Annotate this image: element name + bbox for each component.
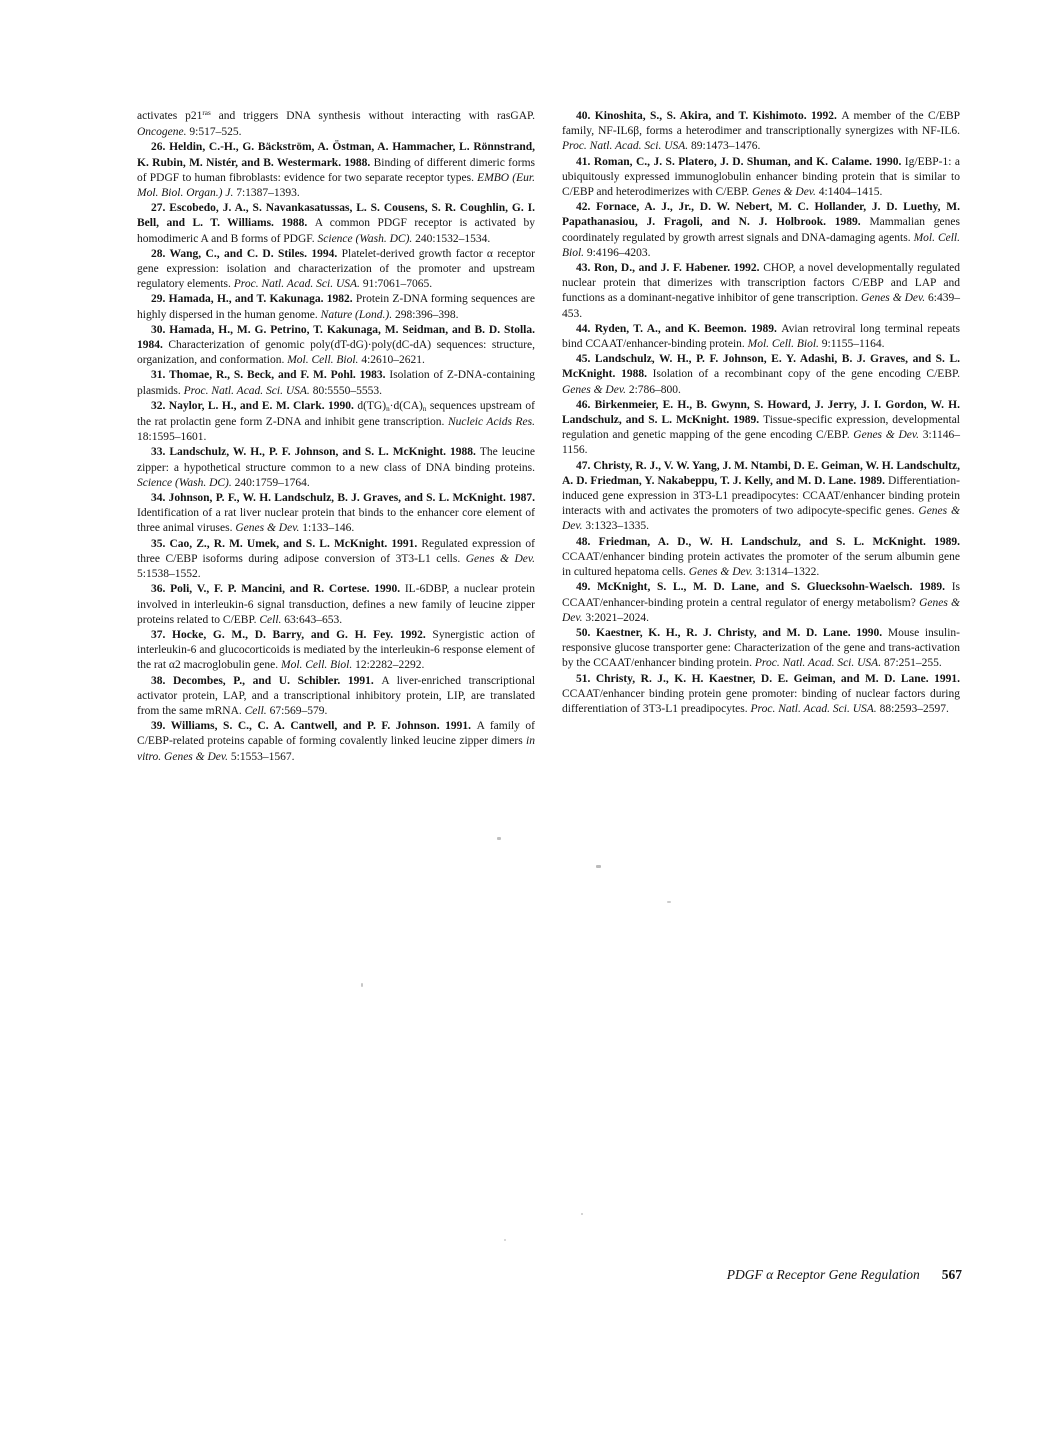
ref-segment-i: Genes & Dev. <box>688 566 753 579</box>
scan-speck <box>361 983 363 987</box>
ref-segment-t: 3:1146–1156. <box>562 429 960 457</box>
reference-paragraph <box>562 109 960 155</box>
ref-segment-b: 31. Thomae, R., S. Beck, and F. M. Pohl. 1983. <box>151 369 390 382</box>
reference-paragraph <box>137 368 535 398</box>
ref-segment-b: 50. Kaestner, K. H., R. J. Christy, and M. D. Lane. 1990. <box>576 626 888 639</box>
reference-paragraph <box>562 261 960 322</box>
reference-paragraph <box>562 580 960 626</box>
ref-segment-t: The leucine zipper: a hypothetical structure common to a new class of DNA binding proteins. <box>137 446 535 474</box>
ref-segment-t: 9:517–525. <box>186 126 242 139</box>
scan-speck <box>596 865 601 868</box>
reference-paragraph <box>137 537 535 583</box>
ref-segment-t: 2:786–800. <box>625 383 681 396</box>
ref-segment-b: 35. Cao, Z., R. M. Umek, and S. L. McKnight. 1991. <box>151 537 422 550</box>
ref-segment-t: sequences upstream of the rat prolactin gene form Z-DNA and inhibit gene transcription. <box>137 399 535 429</box>
ref-segment-b: 48. Friedman, A. D., W. H. Landschulz, and S. L. McKnight. 1989. <box>576 535 960 548</box>
ref-segment-t: Differentiation-induced gene expression in 3T3-L1 preadipocytes: CCAAT/enhancer binding protein interacts with and activates the promoters of two adipocyte-specific genes. <box>562 474 960 518</box>
ref-segment-i: Genes & Dev. <box>562 596 960 624</box>
ref-segment-i: in vitro. Genes & Dev. <box>137 735 535 763</box>
ref-segment-t: d(TG) <box>357 399 387 412</box>
ref-segment-i: Mol. Cell. Biol. <box>747 338 819 351</box>
scan-speck <box>667 901 671 903</box>
ref-segment-i: EMBO (Eur. Mol. Biol. Organ.) J. <box>137 171 535 200</box>
reference-paragraph <box>137 445 535 491</box>
ref-segment-t: CCAAT/enhancer binding protein gene promoter: binding of nuclear factors during differentiation of 3T3-L1 preadipocytes. <box>562 687 960 715</box>
ref-segment-t: 240:1759–1764. <box>231 476 310 489</box>
ref-segment-b: 26. Heldin, C.-H., G. Bäckström, A. Östman, A. Hammacher, L. Rönnstrand, K. Rubin, M. Nistér, and B. Westermark. 1988. <box>137 141 535 169</box>
ref-segment-t: activates p21 <box>137 110 203 122</box>
reference-paragraph <box>562 322 960 352</box>
ref-segment-b: 40. Kinoshita, S., S. Akira, and T. Kishimoto. 1992. <box>576 110 842 122</box>
ref-segment-i: Proc. Natl. Acad. Sci. USA. <box>750 702 877 715</box>
ref-segment-i: Proc. Natl. Acad. Sci. USA. <box>233 278 360 291</box>
ref-segment-i: Oncogene. <box>137 126 187 139</box>
ref-segment-i: Genes & Dev. <box>562 383 626 396</box>
ref-segment-t: 7:1387–1393. <box>233 187 300 200</box>
reference-paragraph <box>137 201 535 247</box>
ref-segment-i: Genes & Dev. <box>465 552 535 565</box>
ref-segment-sup: ras <box>202 109 211 118</box>
ref-segment-b: 28. Wang, C., and C. D. Stiles. 1994. <box>151 247 342 260</box>
ref-segment-t: 88:2593–2597. <box>876 702 949 715</box>
ref-segment-i: Genes & Dev. <box>861 292 926 305</box>
ref-segment-t: Avian retroviral long terminal repeats bind CCAAT/enhancer-binding protein. <box>562 322 960 351</box>
ref-segment-i: Cell. <box>244 704 267 717</box>
reference-paragraph <box>137 109 535 140</box>
ref-segment-t: 3:1323–1335. <box>582 520 649 533</box>
reference-paragraph <box>137 674 535 720</box>
ref-segment-t: Isolation of Z-DNA-containing plasmids. <box>137 369 535 397</box>
ref-segment-t: 91:7061–7065. <box>359 278 433 291</box>
ref-segment-b: 47. Christy, R. J., V. W. Yang, J. M. Ntambi, D. E. Geiman, W. H. Landschultz, A. D. Friedman, Y. Nakabeppu, T. J. Kelly, and M. D. Lane. 1989. <box>562 459 960 487</box>
ref-segment-t: and triggers DNA synthesis without interacting with rasGAP. <box>210 110 535 122</box>
ref-segment-b: 39. Williams, S. C., C. A. Cantwell, and P. F. Johnson. 1991. <box>151 720 477 733</box>
reference-paragraph <box>562 672 960 718</box>
ref-segment-t: Isolation of a recombinant copy of the gene encoding C/EBP. <box>652 368 960 381</box>
ref-segment-t: Mammalian genes coordinately regulated by growth arrest signals and DNA-damaging agents. <box>562 216 960 244</box>
ref-segment-b: 36. Poli, V., F. P. Mancini, and R. Cortese. 1990. <box>151 583 405 596</box>
ref-segment-b: 33. Landschulz, W. H., P. F. Johnson, and S. L. McKnight. 1988. <box>151 446 480 459</box>
ref-segment-b: 29. Hamada, H., and T. Kakunaga. 1982. <box>151 293 356 306</box>
ref-segment-b: 49. McKnight, S. L., M. D. Lane, and S. Gluecksohn-Waelsch. 1989. <box>576 581 952 594</box>
ref-segment-t: 3:1314–1322. <box>752 566 820 579</box>
ref-segment-t: Is CCAAT/enhancer-binding protein a central regulator of energy metabolism? <box>562 581 960 609</box>
ref-segment-t: 12:2282–2292. <box>352 659 425 672</box>
ref-segment-i: Proc. Natl. Acad. Sci. USA. <box>183 384 310 397</box>
ref-segment-t: 18:1595–1601. <box>137 431 207 444</box>
ref-segment-t: 3:2021–2024. <box>582 611 649 624</box>
ref-segment-t: A liver-enriched transcriptional activator protein, LAP, and a transcriptional inhibitory protein, LIP, are translated from the same mRNA. <box>137 674 536 717</box>
ref-segment-i: Genes & Dev. <box>853 429 919 442</box>
ref-segment-t: Tissue-specific expression, developmental regulation and genetic mapping of the gene encoding C/EBP. <box>562 414 960 442</box>
ref-segment-sub: n <box>386 404 390 413</box>
reference-paragraph <box>137 323 535 369</box>
ref-segment-i: Genes & Dev. <box>235 522 300 535</box>
ref-segment-b: 43. Ron, D., and J. F. Habener. 1992. <box>576 262 764 275</box>
ref-segment-t: 89:1473–1476. <box>688 140 761 153</box>
reference-paragraph <box>562 352 960 398</box>
scan-speck <box>504 1239 506 1241</box>
reference-paragraph <box>137 719 535 765</box>
page-number: 567 <box>941 1267 962 1282</box>
ref-segment-t: 9:1155–1164. <box>818 338 885 351</box>
ref-segment-b: 41. Roman, C., J. S. Platero, J. D. Shuman, and K. Calame. 1990. <box>576 155 905 168</box>
reference-paragraph <box>137 491 535 537</box>
ref-segment-b: 46. Birkenmeier, E. H., B. Gwynn, S. Howard, J. Jerry, J. I. Gordon, W. H. Landschulz, and S. L. McKnight. 1989. <box>562 398 960 427</box>
scan-speck <box>581 1213 583 1215</box>
ref-segment-i: Proc. Natl. Acad. Sci. USA. <box>754 657 882 670</box>
ref-segment-i: Genes & Dev. <box>562 505 961 533</box>
ref-segment-b: 27. Escobedo, J. A., S. Navankasatussas, L. S. Cousens, S. R. Coughlin, G. I. Bell, and L. T. Williams. 1988. <box>137 202 535 230</box>
ref-segment-t: CCAAT/enhancer binding protein activates the promoter of the serum albumin gene in cultured hepatoma cells. <box>562 550 960 579</box>
ref-segment-t: 240:1532–1534. <box>412 232 491 245</box>
ref-segment-t: Ig/EBP-1: a ubiquitously expressed immunoglobulin enhancer binding protein that is similar to C/EBP and heterodimerizes with C/EBP. <box>562 155 961 199</box>
ref-segment-t: Binding of different dimeric forms of PDGF to human fibroblasts: evidence for two separate receptor types. <box>137 156 535 184</box>
ref-segment-i: Science (Wash. DC). <box>137 476 232 489</box>
ref-segment-b: 34. Johnson, P. F., W. H. Landschulz, B. J. Graves, and S. L. McKnight. 1987. <box>151 492 535 505</box>
reference-paragraph <box>137 140 535 201</box>
ref-segment-t: 87:251–255. <box>881 657 942 670</box>
ref-segment-t: 67:569–579. <box>266 704 328 717</box>
ref-segment-t: 6:439–453. <box>562 292 960 320</box>
ref-segment-t: ·d(CA) <box>389 399 423 412</box>
reference-paragraph <box>137 247 535 293</box>
ref-segment-b: 42. Fornace, A. J., Jr., D. W. Nebert, M. C. Hollander, J. D. Luethy, M. Papathanasiou, J. Fragoli, and N. J. Holbrook. 1989. <box>562 201 960 229</box>
ref-segment-t: CHOP, a novel developmentally regulated nuclear protein that dimerizes with transcription factors C/EBP and LAP and functions as a dominant-negative inhibitor of gene transcription. <box>562 262 961 305</box>
ref-segment-t: Regulated expression of three C/EBP isoforms during adipose conversion of 3T3-L1 cells. <box>137 537 535 565</box>
left-column <box>137 109 535 765</box>
reference-paragraph <box>137 292 535 322</box>
ref-segment-t: 5:1538–1552. <box>137 568 201 581</box>
references-columns <box>137 109 960 765</box>
ref-segment-t: 4:2610–2621. <box>358 354 425 367</box>
ref-segment-t: 5:1553–1567. <box>228 750 295 763</box>
ref-segment-t: A family of C/EBP-related proteins capable of forming covalently linked leucine zipper dimers <box>137 720 535 748</box>
right-column <box>562 109 960 765</box>
reference-paragraph <box>562 200 960 261</box>
ref-segment-i: Science (Wash. DC). <box>317 232 413 245</box>
reference-paragraph <box>562 626 960 672</box>
reference-paragraph <box>137 582 535 628</box>
ref-segment-t: Mouse insulin-responsive glucose transporter gene: Characterization of the gene and trans-activation by the CCAAT/enhancer binding protein. <box>562 626 961 670</box>
scan-speck <box>497 837 501 840</box>
reference-paragraph <box>137 399 535 446</box>
ref-segment-i: Mol. Cell. Biol. <box>287 354 359 367</box>
ref-segment-b: 37. Hocke, G. M., D. Barry, and G. H. Fey. 1992. <box>151 628 433 641</box>
ref-segment-b: 45. Landschulz, W. H., P. F. Johnson, E. Y. Adashi, B. J. Graves, and S. L. McKnight. 1988. <box>562 353 960 381</box>
ref-segment-t: A member of the C/EBP family, NF-IL6β, forms a heterodimer and transcriptionally synergizes with NF-IL6. <box>562 110 960 138</box>
ref-segment-t: 80:5550–5553. <box>309 384 383 397</box>
ref-segment-t: Characterization of genomic poly(dT-dG)·poly(dC-dA) sequences: structure, organization, and conformation. <box>137 339 535 367</box>
ref-segment-t: 1:133–146. <box>299 522 355 535</box>
ref-segment-b: 44. Ryden, T. A., and K. Beemon. 1989. <box>576 322 782 335</box>
ref-segment-b: 32. Naylor, L. H., and E. M. Clark. 1990. <box>151 399 358 412</box>
reference-paragraph <box>562 459 960 535</box>
ref-segment-b: 51. Christy, R. J., K. H. Kaestner, D. E. Geiman, and M. D. Lane. 1991. <box>576 672 960 685</box>
ref-segment-i: Mol. Cell. Biol. <box>280 659 353 672</box>
ref-segment-t: Platelet-derived growth factor α receptor gene expression: isolation and characterization of the promoter and upstream regulatory elements. <box>137 247 535 291</box>
page-footer <box>137 1266 962 1284</box>
ref-segment-b: 30. Hamada, H., M. G. Petrino, T. Kakunaga, M. Seidman, and B. D. Stolla. 1984. <box>137 323 535 352</box>
ref-segment-t: 9:4196–4203. <box>584 246 651 259</box>
ref-segment-t: 63:643–653. <box>281 613 343 626</box>
ref-segment-t: Identification of a rat liver nuclear protein that binds to the enhancer core element of three animal viruses. <box>137 507 535 535</box>
ref-segment-b: 38. Decombes, P., and U. Schibler. 1991. <box>151 674 382 687</box>
ref-segment-i: Nature (Lond.). <box>320 308 393 321</box>
ref-segment-i: Genes & Dev. <box>751 186 816 199</box>
ref-segment-i: Mol. Cell. Biol. <box>562 231 960 259</box>
reference-paragraph <box>562 398 960 459</box>
ref-segment-i: Nucleic Acids Res. <box>447 416 535 429</box>
ref-segment-t: IL-6DBP, a nuclear protein involved in interleukin-6 signal transduction, defines a new family of leucine zipper proteins related to C/EBP. <box>137 583 536 626</box>
reference-paragraph <box>562 155 960 201</box>
ref-segment-t: Synergistic action of interleukin-6 and glucocorticoids is mediated by the interleukin-6 response element of the rat α2 macroglobulin gene. <box>137 628 535 672</box>
ref-segment-t: Protein Z-DNA forming sequences are highly dispersed in the human genome. <box>137 293 535 321</box>
ref-segment-t: A common PDGF receptor is activated by homodimeric A and B forms of PDGF. <box>137 217 535 245</box>
reference-paragraph <box>137 628 535 674</box>
running-title: PDGF α Receptor Gene Regulation <box>726 1267 920 1282</box>
ref-segment-t: 4:1404–1415. <box>815 186 883 199</box>
ref-segment-sub: n <box>422 404 427 413</box>
ref-segment-i: Cell. <box>259 613 282 626</box>
ref-segment-t: 298:396–398. <box>392 308 459 321</box>
reference-paragraph <box>562 535 960 581</box>
ref-segment-i: Proc. Natl. Acad. Sci. USA. <box>562 140 689 153</box>
